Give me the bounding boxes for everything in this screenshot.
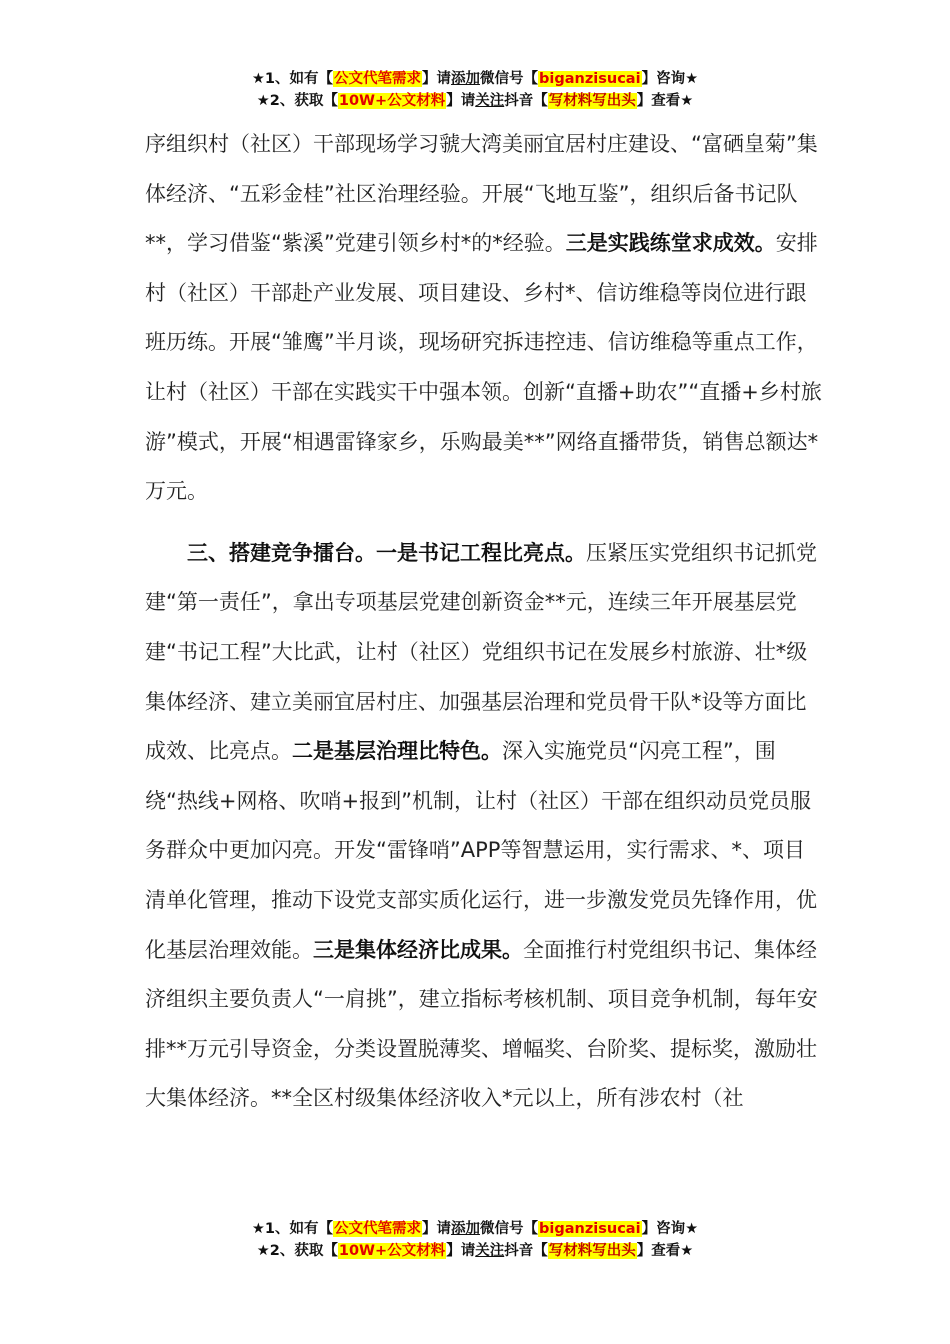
paragraph-1: 序组织村（社区）干部现场学习虢大湾美丽宜居村庄建设、“富硒皇菊”集体经济、“五彩金桂”社区治理经验。开展“飞地互鉴”，组织后备书记队**，学习借鉴“紫溪”党建引领乡村*的*经验。三是实践练堂求成效。安排村（社区）干部赴产业发展、项目建设、乡村*、信访维稳等岗位进行跟班历练。开展“雏鹰”半月谈，现场研究拆违控违、信访维稳等重点工作，让村（社区）干部在实践实干中强本领。创新“直播+助农”“直播+乡村旅游”模式，开展“相遇雷锋家乡，乐购最美**”网络直播带货，销售总额达*万元。 bbox=[145, 132, 822, 504]
highlight-wechat-id: biganzisucai bbox=[539, 1221, 641, 1237]
header-banner bbox=[0, 68, 950, 112]
bold-heading: 三是实践练堂求成效。 bbox=[565, 231, 776, 256]
document-body bbox=[145, 120, 825, 1124]
highlight-wechat-id: biganzisucai bbox=[539, 71, 641, 87]
highlight-service: 公文代笔需求 bbox=[334, 71, 422, 87]
highlight-materials: 10W+公文材料 bbox=[338, 93, 446, 109]
bold-heading: 三是集体经济比成果。 bbox=[313, 937, 523, 962]
banner-line-2: ★2、获取【10W+公文材料】请关注抖音【写材料写出头】查看★ bbox=[256, 93, 694, 109]
highlight-douyin: 写材料写出头 bbox=[548, 1243, 636, 1259]
footer-banner bbox=[0, 1218, 950, 1262]
section-heading: 三、搭建竞争擂台。一是书记工程比亮点。 bbox=[187, 540, 586, 565]
highlight-douyin: 写材料写出头 bbox=[548, 93, 636, 109]
banner-line-1: ★1、如有【公文代笔需求】请添加微信号【biganzisucai】咨询★ bbox=[251, 71, 699, 87]
banner-line-2: ★2、获取【10W+公文材料】请关注抖音【写材料写出头】查看★ bbox=[256, 1243, 694, 1259]
paragraph-2: 三、搭建竞争擂台。一是书记工程比亮点。压紧压实党组织书记抓党建“第一责任”，拿出专项基层党建创新资金**元，连续三年开展基层党建“书记工程”大比武，让村（社区）党组织书记在发展乡村旅游、壮*级集体经济、建立美丽宜居村庄、加强基层治理和党员骨干队*设等方面比成效、比亮点。二是基层治理比特色。深入实施党员“闪亮工程”，围绕“热线+网格、吹哨+报到”机制，让村（社区）干部在组织动员党员服务群众中更加闪亮。开发“雷锋哨”APP等智慧运用，实行需求、*、项目清单化管理，推动下设党支部实质化运行，进一步激发党员先锋作用，优化基层治理效能。三是集体经济比成果。全面推行村党组织书记、集体经济组织主要负责人“一肩挑”，建立指标考核机制、项目竞争机制，每年安排**万元引导资金，分类设置脱薄奖、增幅奖、台阶奖、提标奖，激励壮大集体经济。**全区村级集体经济收入*元以上，所有涉农村（社 bbox=[145, 540, 818, 1111]
highlight-materials: 10W+公文材料 bbox=[338, 1243, 446, 1259]
banner-line-1: ★1、如有【公文代笔需求】请添加微信号【biganzisucai】咨询★ bbox=[251, 1221, 699, 1237]
bold-heading: 二是基层治理比特色。 bbox=[292, 739, 502, 764]
highlight-service: 公文代笔需求 bbox=[334, 1221, 422, 1237]
